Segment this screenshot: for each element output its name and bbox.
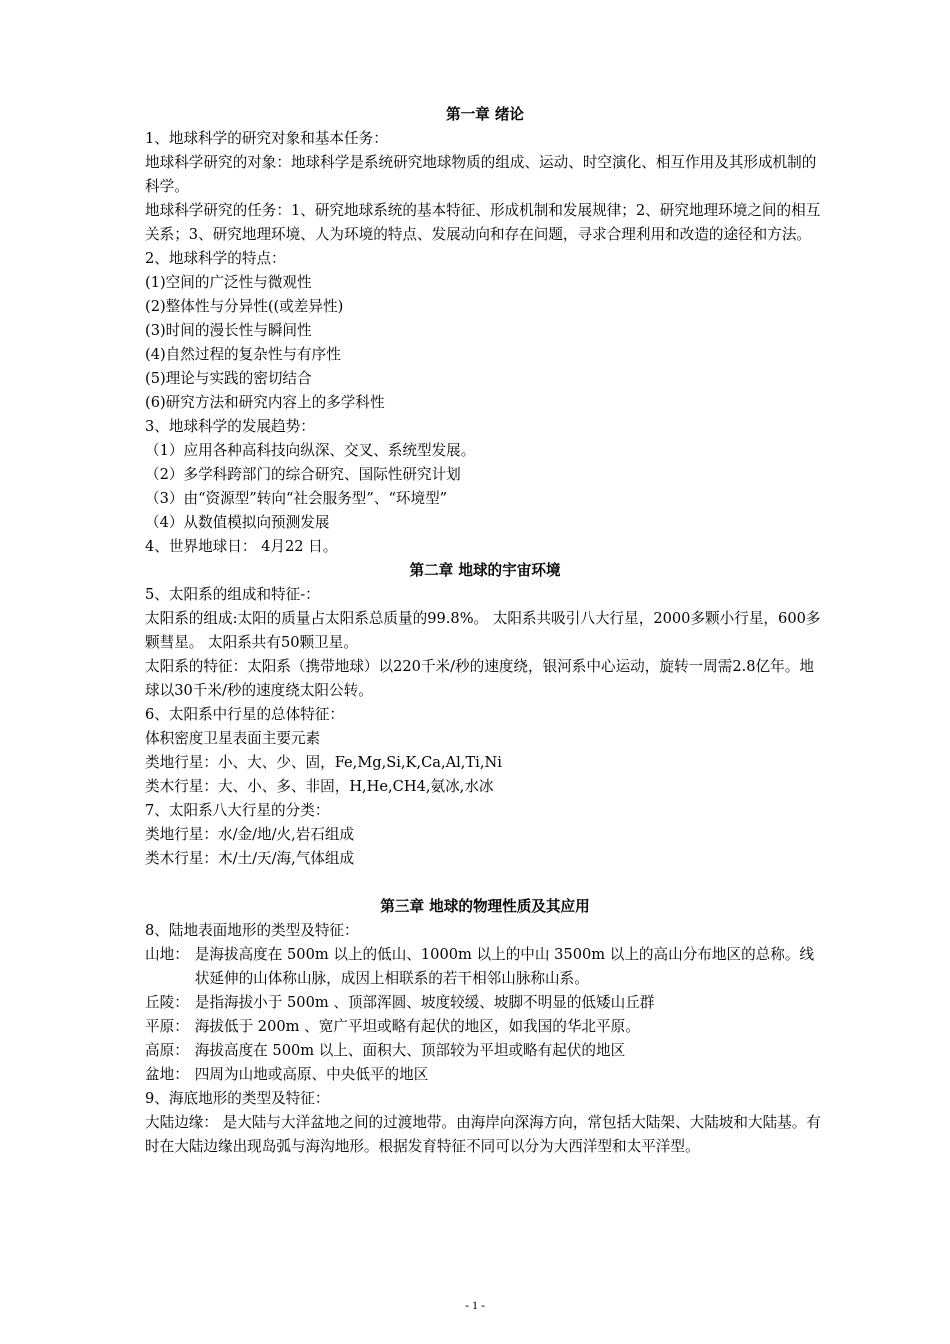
- landform-description: 海拔低于 200m 、宽广平坦或略有起伏的地区，如我国的华北平原。: [194, 1018, 640, 1035]
- q2-item: (3)时间的漫长性与瞬间性: [145, 322, 312, 339]
- landform-term: 山地：: [145, 946, 189, 963]
- chapter-2-title: 第二章 地球的宇宙环境: [409, 562, 561, 579]
- landform-term: 高原：: [145, 1042, 189, 1059]
- q2-item: (2)整体性与分异性((或差异性): [145, 298, 344, 315]
- landform-description: 是海拔高度在 500m 以上的低山、1000m 以上的中山 3500m 以上的高山分布地区的总称。线状延伸的山体称山脉，成因上相联系的若干相邻山脉称山系。: [194, 946, 815, 987]
- landform-description: 海拔高度在 500m 以上、面积大、顶部较为平坦或略有起伏的地区: [194, 1042, 626, 1059]
- landform-term: 盆地：: [145, 1066, 189, 1083]
- q1-title: 1、地球科学的研究对象和基本任务：: [145, 130, 388, 147]
- q1-object-paragraph: 地球科学研究的对象：地球科学是系统研究地球物质的组成、运动、时空演化、相互作用及其形成机制的科学。: [145, 154, 817, 195]
- q1-tasks-paragraph: 地球科学研究的任务：1、研究地球系统的基本特征、形成机制和发展规律；2、研究地理环境之间的相互关系；3、研究地理环境、人为环境的特点、发展动向和存在问题，寻求合理利用和改造的途径和方法。: [145, 202, 821, 243]
- q7-title: 7、太阳系八大行星的分类：: [145, 802, 330, 819]
- q3-item: （3）由“资源型”转向“社会服务型”、“环境型”: [145, 490, 448, 507]
- q7-terrestrial-planets: 类地行星：水/金/地/火,岩石组成: [145, 826, 355, 843]
- q4-earth-day: 4、世界地球日： 4月22 日。: [145, 538, 338, 555]
- q3-item: （4）从数值模拟向预测发展: [145, 514, 330, 531]
- q2-item: (6)研究方法和研究内容上的多学科性: [145, 394, 385, 411]
- q9-title: 9、海底地形的类型及特征：: [145, 1090, 330, 1107]
- q2-title: 2、地球科学的特点：: [145, 250, 286, 267]
- landform-item-plateau: [145, 1039, 825, 1063]
- spacer: [145, 871, 825, 895]
- landform-description: 是指海拔小于 500m 、顶部浑圆、坡度较缓、坡脚不明显的低矮山丘群: [194, 994, 655, 1011]
- q6-header: 体积密度卫星表面主要元素: [145, 730, 321, 747]
- landform-item-plain: [145, 1015, 825, 1039]
- q6-terrestrial-planets: 类地行星：小、大、少、固，Fe,Mg,Si,K,Ca,Al,Ti,Ni: [145, 754, 502, 771]
- continental-margin-paragraph: 大陆边缘： 是大陆与大洋盆地之间的过渡地带。由海岸向深海方向，常包括大陆架、大陆坡和大陆基。有时在大陆边缘出现岛弧与海沟地形。根据发育特征不同可以分为大西洋型和太平洋型。: [145, 1114, 821, 1155]
- q2-item: (1)空间的广泛性与微观性: [145, 274, 312, 291]
- landform-description: 四周为山地或高原、中央低平的地区: [194, 1066, 429, 1083]
- q6-jovian-planets: 类木行星：大、小、多、非固，H,He,CH4,氨冰,水冰: [145, 778, 494, 795]
- landform-term: 平原：: [145, 1018, 189, 1035]
- document-page: [145, 103, 825, 1159]
- q8-title: 8、陆地表面地形的类型及特征：: [145, 922, 359, 939]
- chapter-3-title: 第三章 地球的物理性质及其应用: [380, 898, 590, 915]
- q3-title: 3、地球科学的发展趋势：: [145, 418, 315, 435]
- chapter-1-title: 第一章 绪论: [445, 106, 525, 123]
- q3-item: （1）应用各种高科技向纵深、交叉、系统型发展。: [145, 442, 476, 459]
- landform-term: 丘陵：: [145, 994, 189, 1011]
- q7-jovian-planets: 类木行星：木/土/天/海,气体组成: [145, 850, 355, 867]
- landform-item-basin: [145, 1063, 825, 1087]
- q5-features-paragraph: 太阳系的特征：太阳系（携带地球）以220千米/秒的速度绕，银河系中心运动，旋转一周需2.8亿年。地球以30千米/秒的速度绕太阳公转。: [145, 658, 814, 699]
- q3-item: （2）多学科跨部门的综合研究、国际性研究计划: [145, 466, 461, 483]
- landform-item-mountain: [145, 943, 825, 991]
- q2-item: (4)自然过程的复杂性与有序性: [145, 346, 341, 363]
- q5-composition-paragraph: 太阳系的组成:太阳的质量占太阳系总质量的99.8%。 太阳系共吸引八大行星，2000多颗小行星，600多颗彗星。 太阳系共有50颗卫星。: [145, 610, 821, 651]
- q5-title: 5、太阳系的组成和特征-：: [145, 586, 320, 603]
- page-number: - 1 -: [465, 1298, 485, 1312]
- q6-title: 6、太阳系中行星的总体特征：: [145, 706, 345, 723]
- landform-item-hills: [145, 991, 825, 1015]
- q2-item: (5)理论与实践的密切结合: [145, 370, 312, 387]
